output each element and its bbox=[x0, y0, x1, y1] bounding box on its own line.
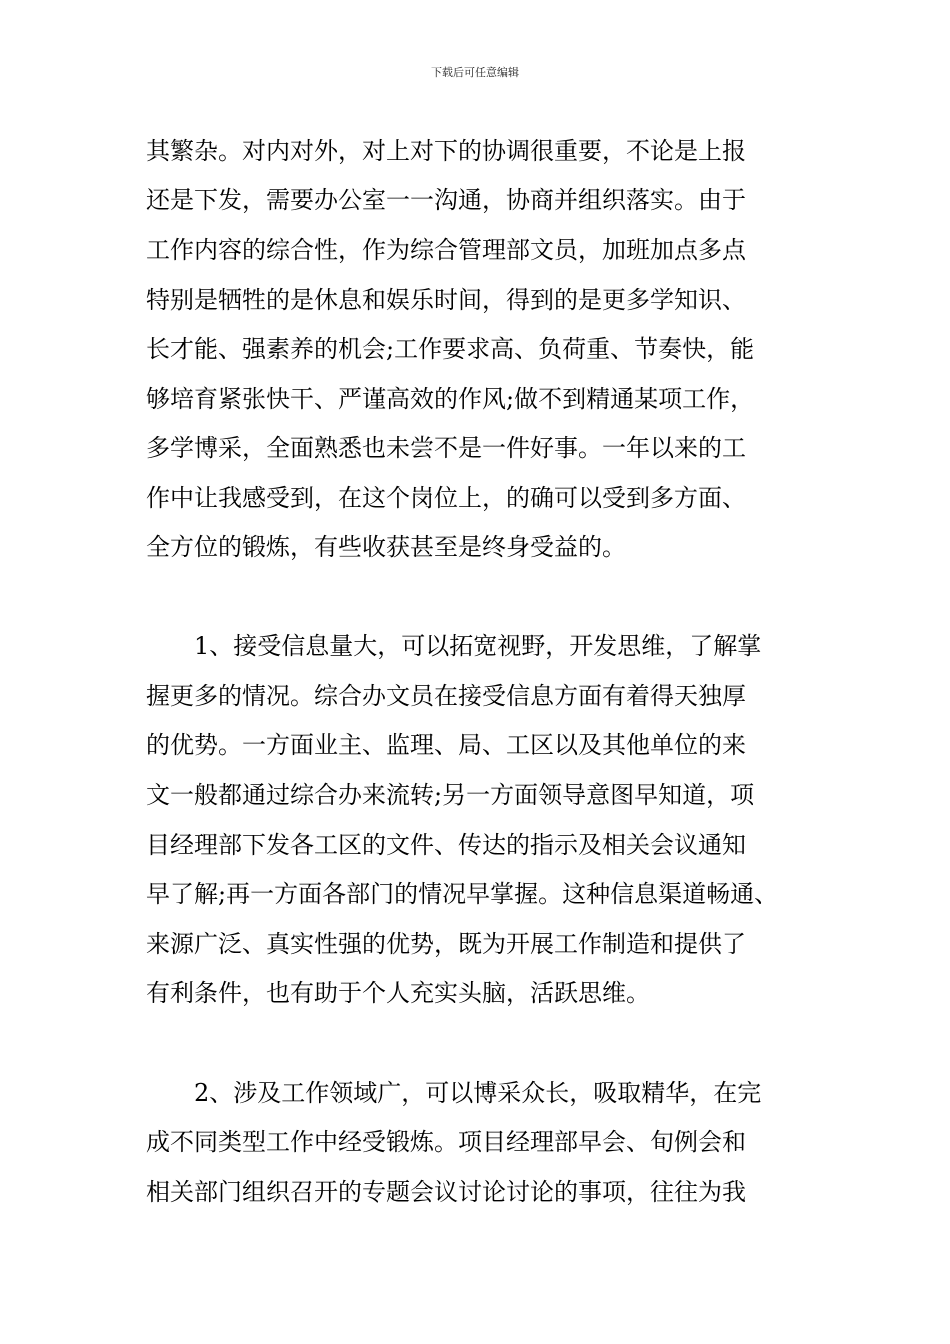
text-line: 其繁杂。对内对外，对上对下的协调很重要，不论是上报 bbox=[146, 137, 746, 165]
text-line: 工作内容的综合性，作为综合管理部文员，加班加点多点 bbox=[146, 236, 746, 264]
text-line: 2、涉及工作领域广，可以博采众长，吸取精华，在完 bbox=[194, 1079, 762, 1107]
text-line: 够培育紧张快干、严谨高效的作风;做不到精通某项工作， bbox=[146, 385, 755, 413]
text-line: 目经理部下发各工区的文件、传达的指示及相关会议通知 bbox=[146, 831, 746, 859]
text-line: 文一般都通过综合办来流转;另一方面领导意图早知道，项 bbox=[146, 781, 755, 809]
text-line: 特别是牺牲的是休息和娱乐时间，得到的是更多学知识、 bbox=[146, 286, 746, 314]
text-line: 早了解;再一方面各部门的情况早掌握。这种信息渠道畅通、 bbox=[146, 880, 779, 908]
text-line: 还是下发，需要办公室一一沟通，协商并组织落实。由于 bbox=[146, 186, 746, 214]
text-line: 有利条件，也有助于个人充实头脑，活跃思维。 bbox=[146, 979, 650, 1007]
text-line: 长才能、强素养的机会;工作要求高、负荷重、节奏快，能 bbox=[146, 335, 755, 363]
text-line: 成不同类型工作中经受锻炼。项目经理部早会、旬例会和 bbox=[146, 1128, 746, 1156]
page-header: 下载后可任意编辑 bbox=[431, 66, 519, 79]
text-line: 的优势。一方面业主、监理、局、工区以及其他单位的来 bbox=[146, 731, 746, 759]
text-line: 全方位的锻炼，有些收获甚至是终身受益的。 bbox=[146, 533, 626, 561]
text-line: 相关部门组织召开的专题会议讨论讨论的事项，往往为我 bbox=[146, 1178, 746, 1206]
text-line: 1、接受信息量大，可以拓宽视野，开发思维，了解掌 bbox=[194, 632, 762, 660]
text-line: 来源广泛、真实性强的优势，既为开展工作制造和提供了 bbox=[146, 930, 746, 958]
text-line: 多学博采，全面熟悉也未尝不是一件好事。一年以来的工 bbox=[146, 434, 746, 462]
text-line: 作中让我感受到，在这个岗位上，的确可以受到多方面、 bbox=[146, 484, 746, 512]
text-line: 握更多的情况。综合办文员在接受信息方面有着得天独厚 bbox=[146, 682, 746, 710]
